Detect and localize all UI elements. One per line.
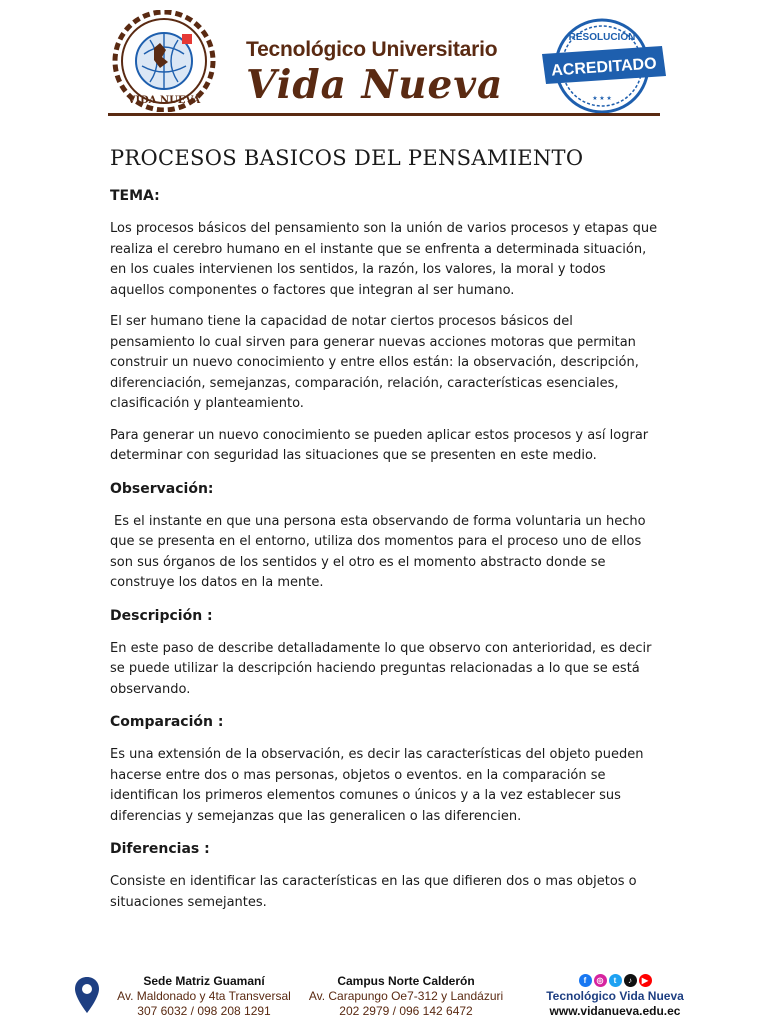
- section-heading-comparacion: Comparación :: [110, 714, 224, 730]
- footer-campus-calderon: [306, 974, 506, 1019]
- footer-campus-phones: 202 2979 / 096 142 6472: [339, 1004, 473, 1018]
- paragraph: Para generar un nuevo conocimiento se pueden aplicar estos procesos y así lograr determinar con seguridad las situaciones que se presenten en este medio.: [110, 427, 649, 463]
- document-title: PROCESOS BASICOS DEL PENSAMIENTO: [110, 146, 584, 170]
- social-icons: [540, 974, 690, 987]
- footer-campus-address: Av. Carapungo Oe7-312 y Landázuri: [308, 989, 504, 1003]
- facebook-icon[interactable]: f: [579, 974, 592, 987]
- document-header: [108, 8, 660, 116]
- header-divider: [108, 113, 660, 116]
- paragraph: Consiste en identificar las características en las que difieren dos o mas objetos o situaciones semejantes.: [110, 874, 637, 910]
- institution-name-line1: Tecnológico Universitario: [246, 38, 498, 61]
- footer-website-link[interactable]: www.vidanueva.edu.ec: [549, 1004, 681, 1018]
- section-heading-tema: TEMA:: [110, 188, 160, 204]
- youtube-icon[interactable]: ▶: [639, 974, 652, 987]
- paragraph: Los procesos básicos del pensamiento son la unión de varios procesos y etapas que realiza el cerebro humano en el instante que se enfrenta a determinada situación, en los cuales intervienen los sentidos, la razón, los valores, la moral y todos aquellos componentes o factores que integran al ser humano.: [110, 221, 658, 298]
- paragraph: El ser humano tiene la capacidad de notar ciertos procesos básicos del pensamiento lo cual sirven para generar nuevas acciones motoras que permitan construir un nuevo conocimiento y entre ellos están: la observación, descripción, diferenciación, semejanzas, comparación, relación, características esenciales, clasificación y planteamiento.: [110, 314, 639, 411]
- footer-campus-title: Campus Norte Calderón: [337, 974, 475, 988]
- footer-campus-title: Sede Matriz Guamaní: [143, 974, 265, 988]
- paragraph: Es una extensión de la observación, es decir las características del objeto pueden hacerse entre dos o mas personas, objetos o eventos. en la comparación se identifican los primeros elementos comunes o únicos y a la vez establecer sus diferencias y semejanzas que las generalicen o las diferencien.: [110, 747, 644, 824]
- tiktok-icon[interactable]: ♪: [624, 974, 637, 987]
- location-pin-icon: [74, 976, 100, 1014]
- section-heading-descripcion: Descripción :: [110, 607, 213, 624]
- accreditation-badge: [538, 16, 670, 116]
- footer-campus-guamani: [104, 974, 304, 1019]
- svg-text:VIDA NUEVA: VIDA NUEVA: [127, 95, 201, 106]
- document-body: [110, 146, 660, 924]
- footer-campus-phones: 307 6032 / 098 208 1291: [137, 1004, 271, 1018]
- svg-text:★ ★ ★: ★ ★ ★: [592, 96, 612, 102]
- instagram-icon[interactable]: ◎: [594, 974, 607, 987]
- paragraph: Es el instante en que una persona esta observando de forma voluntaria un hecho que se presenta en el entorno, utiliza dos momentos para el proceso uno de ellos son sus órganos de los sentidos y el otro es el momento abstracto donde se construye los datos en la mente.: [110, 513, 646, 590]
- footer-brand-name: Tecnológico Vida Nueva: [546, 989, 684, 1003]
- svg-text:ACREDITADO: ACREDITADO: [550, 55, 658, 80]
- institution-seal-logo: [108, 10, 230, 112]
- document-footer: [70, 972, 690, 1020]
- paragraph: En este paso de describe detalladamente lo que observo con anterioridad, es decir se puede utilizar la descripción haciendo preguntas relacionadas a lo que se está observando.: [110, 640, 652, 697]
- twitter-icon[interactable]: t: [609, 974, 622, 987]
- footer-campus-address: Av. Maldonado y 4ta Transversal: [117, 989, 291, 1003]
- section-heading-observacion: Observación:: [110, 480, 214, 497]
- footer-brand-block: [540, 974, 690, 1019]
- institution-name-line2: Vida Nueva: [246, 62, 504, 108]
- section-heading-diferencias: Diferencias :: [110, 841, 210, 857]
- svg-text:RESOLUCIÓN: RESOLUCIÓN: [568, 32, 636, 43]
